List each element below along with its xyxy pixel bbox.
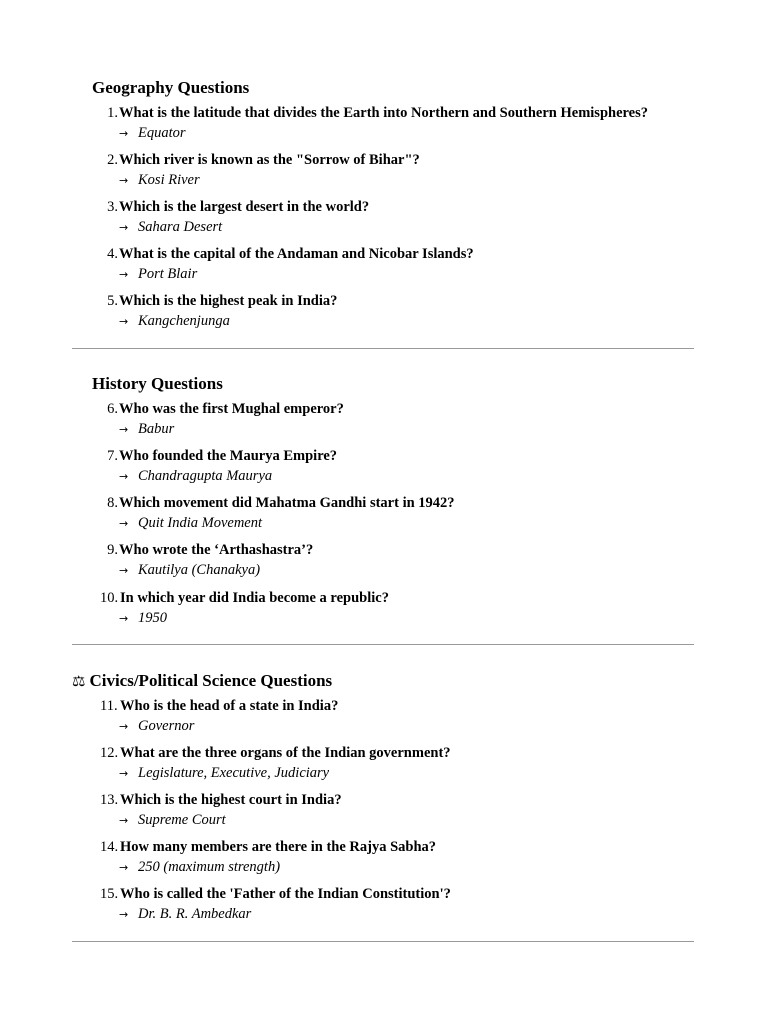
answer-text: Port Blair xyxy=(138,266,198,282)
question-number: 7. xyxy=(107,448,118,464)
question-text: Which movement did Mahatma Gandhi start in 1942? xyxy=(119,495,455,511)
scales-icon: ⚖ xyxy=(72,672,86,690)
question-item xyxy=(0,400,768,444)
question-text: How many members are there in the Rajya Sabha? xyxy=(120,839,437,855)
answer-text: 250 (maximum strength) xyxy=(138,859,281,875)
arrow-icon: → xyxy=(119,470,129,483)
arrow-icon: → xyxy=(119,814,129,827)
question-text: What are the three organs of the Indian government? xyxy=(120,745,451,761)
arrow-icon: → xyxy=(119,174,129,187)
answer-text: Legislature, Executive, Judiciary xyxy=(138,765,330,781)
question-text: Who wrote the ‘Arthashastra’? xyxy=(119,542,314,558)
answer-line xyxy=(119,218,222,237)
question-number: 14. xyxy=(100,839,119,855)
question-text: Which river is known as the "Sorrow of Bihar"? xyxy=(119,152,420,168)
question-number: 11. xyxy=(100,698,118,714)
arrow-icon: → xyxy=(119,315,129,328)
question-text: Who is called the 'Father of the Indian Constitution'? xyxy=(120,886,451,902)
question-item xyxy=(0,292,768,336)
question-item xyxy=(0,589,768,633)
question-number: 4. xyxy=(107,246,118,262)
question-number: 10. xyxy=(100,590,119,606)
arrow-icon: → xyxy=(119,517,129,530)
question-number: 13. xyxy=(100,792,119,808)
question-text: Which is the largest desert in the world? xyxy=(119,199,370,215)
section-title xyxy=(72,671,332,691)
arrow-icon: → xyxy=(119,861,129,874)
answer-text: Sahara Desert xyxy=(138,219,223,235)
section-title-text: History Questions xyxy=(92,374,223,393)
question-number: 1. xyxy=(107,105,118,121)
question-text: Which is the highest peak in India? xyxy=(119,293,338,309)
question-item xyxy=(0,245,768,289)
arrow-icon: → xyxy=(119,767,129,780)
answer-text: Quit India Movement xyxy=(138,515,263,531)
section-title xyxy=(92,374,223,394)
question-item xyxy=(0,744,768,788)
arrow-icon: → xyxy=(119,612,129,625)
section-title-text: Civics/Political Science Questions xyxy=(89,671,333,690)
section-title xyxy=(92,78,249,98)
question-item xyxy=(0,198,768,242)
question-item xyxy=(0,838,768,882)
question-item xyxy=(0,885,768,929)
answer-line xyxy=(119,420,174,439)
answer-line xyxy=(119,609,167,628)
question-number: 3. xyxy=(107,199,118,215)
answer-line xyxy=(119,467,272,486)
question-item xyxy=(0,151,768,195)
arrow-icon: → xyxy=(119,127,129,140)
answer-line xyxy=(119,764,329,783)
question-item xyxy=(0,104,768,148)
answer-text: 1950 xyxy=(138,610,167,626)
answer-line xyxy=(119,905,251,924)
question-text: Which is the highest court in India? xyxy=(120,792,342,808)
question-item xyxy=(0,541,768,585)
answer-text: Babur xyxy=(138,421,175,437)
question-item xyxy=(0,447,768,491)
answer-line xyxy=(119,171,200,190)
question-item xyxy=(0,791,768,835)
answer-line xyxy=(119,514,262,533)
question-text: Who founded the Maurya Empire? xyxy=(119,448,338,464)
arrow-icon: → xyxy=(119,720,129,733)
answer-line xyxy=(119,858,280,877)
answer-line xyxy=(119,124,186,143)
answer-text: Equator xyxy=(138,125,186,141)
answer-line xyxy=(119,811,226,830)
answer-line xyxy=(119,561,260,580)
question-item xyxy=(0,494,768,538)
answer-line xyxy=(119,312,230,331)
question-text: In which year did India become a republic? xyxy=(120,590,389,606)
question-number: 12. xyxy=(100,745,119,761)
arrow-icon: → xyxy=(119,908,129,921)
question-text: What is the capital of the Andaman and Nicobar Islands? xyxy=(119,246,474,262)
arrow-icon: → xyxy=(119,564,129,577)
answer-line xyxy=(119,717,194,736)
question-item xyxy=(0,697,768,741)
question-number: 9. xyxy=(107,542,118,558)
section-divider xyxy=(72,941,694,942)
answer-text: Kautilya (Chanakya) xyxy=(138,562,261,578)
answer-line xyxy=(119,265,197,284)
question-text: Who is the head of a state in India? xyxy=(120,698,339,714)
answer-text: Governor xyxy=(138,718,195,734)
section-divider xyxy=(72,644,694,645)
question-number: 5. xyxy=(107,293,118,309)
question-text: Who was the first Mughal emperor? xyxy=(119,401,344,417)
question-text: What is the latitude that divides the Earth into Northern and Southern Hemispheres? xyxy=(119,105,649,121)
arrow-icon: → xyxy=(119,268,129,281)
question-number: 6. xyxy=(107,401,118,417)
section-title-text: Geography Questions xyxy=(92,78,250,97)
section-divider xyxy=(72,348,694,349)
answer-text: Dr. B. R. Ambedkar xyxy=(138,906,252,922)
answer-text: Supreme Court xyxy=(138,812,226,828)
question-number: 15. xyxy=(100,886,119,902)
question-number: 2. xyxy=(107,152,118,168)
arrow-icon: → xyxy=(119,221,129,234)
answer-text: Chandragupta Maurya xyxy=(138,468,273,484)
answer-text: Kosi River xyxy=(138,172,200,188)
answer-text: Kangchenjunga xyxy=(138,313,230,329)
arrow-icon: → xyxy=(119,423,129,436)
question-number: 8. xyxy=(107,495,118,511)
